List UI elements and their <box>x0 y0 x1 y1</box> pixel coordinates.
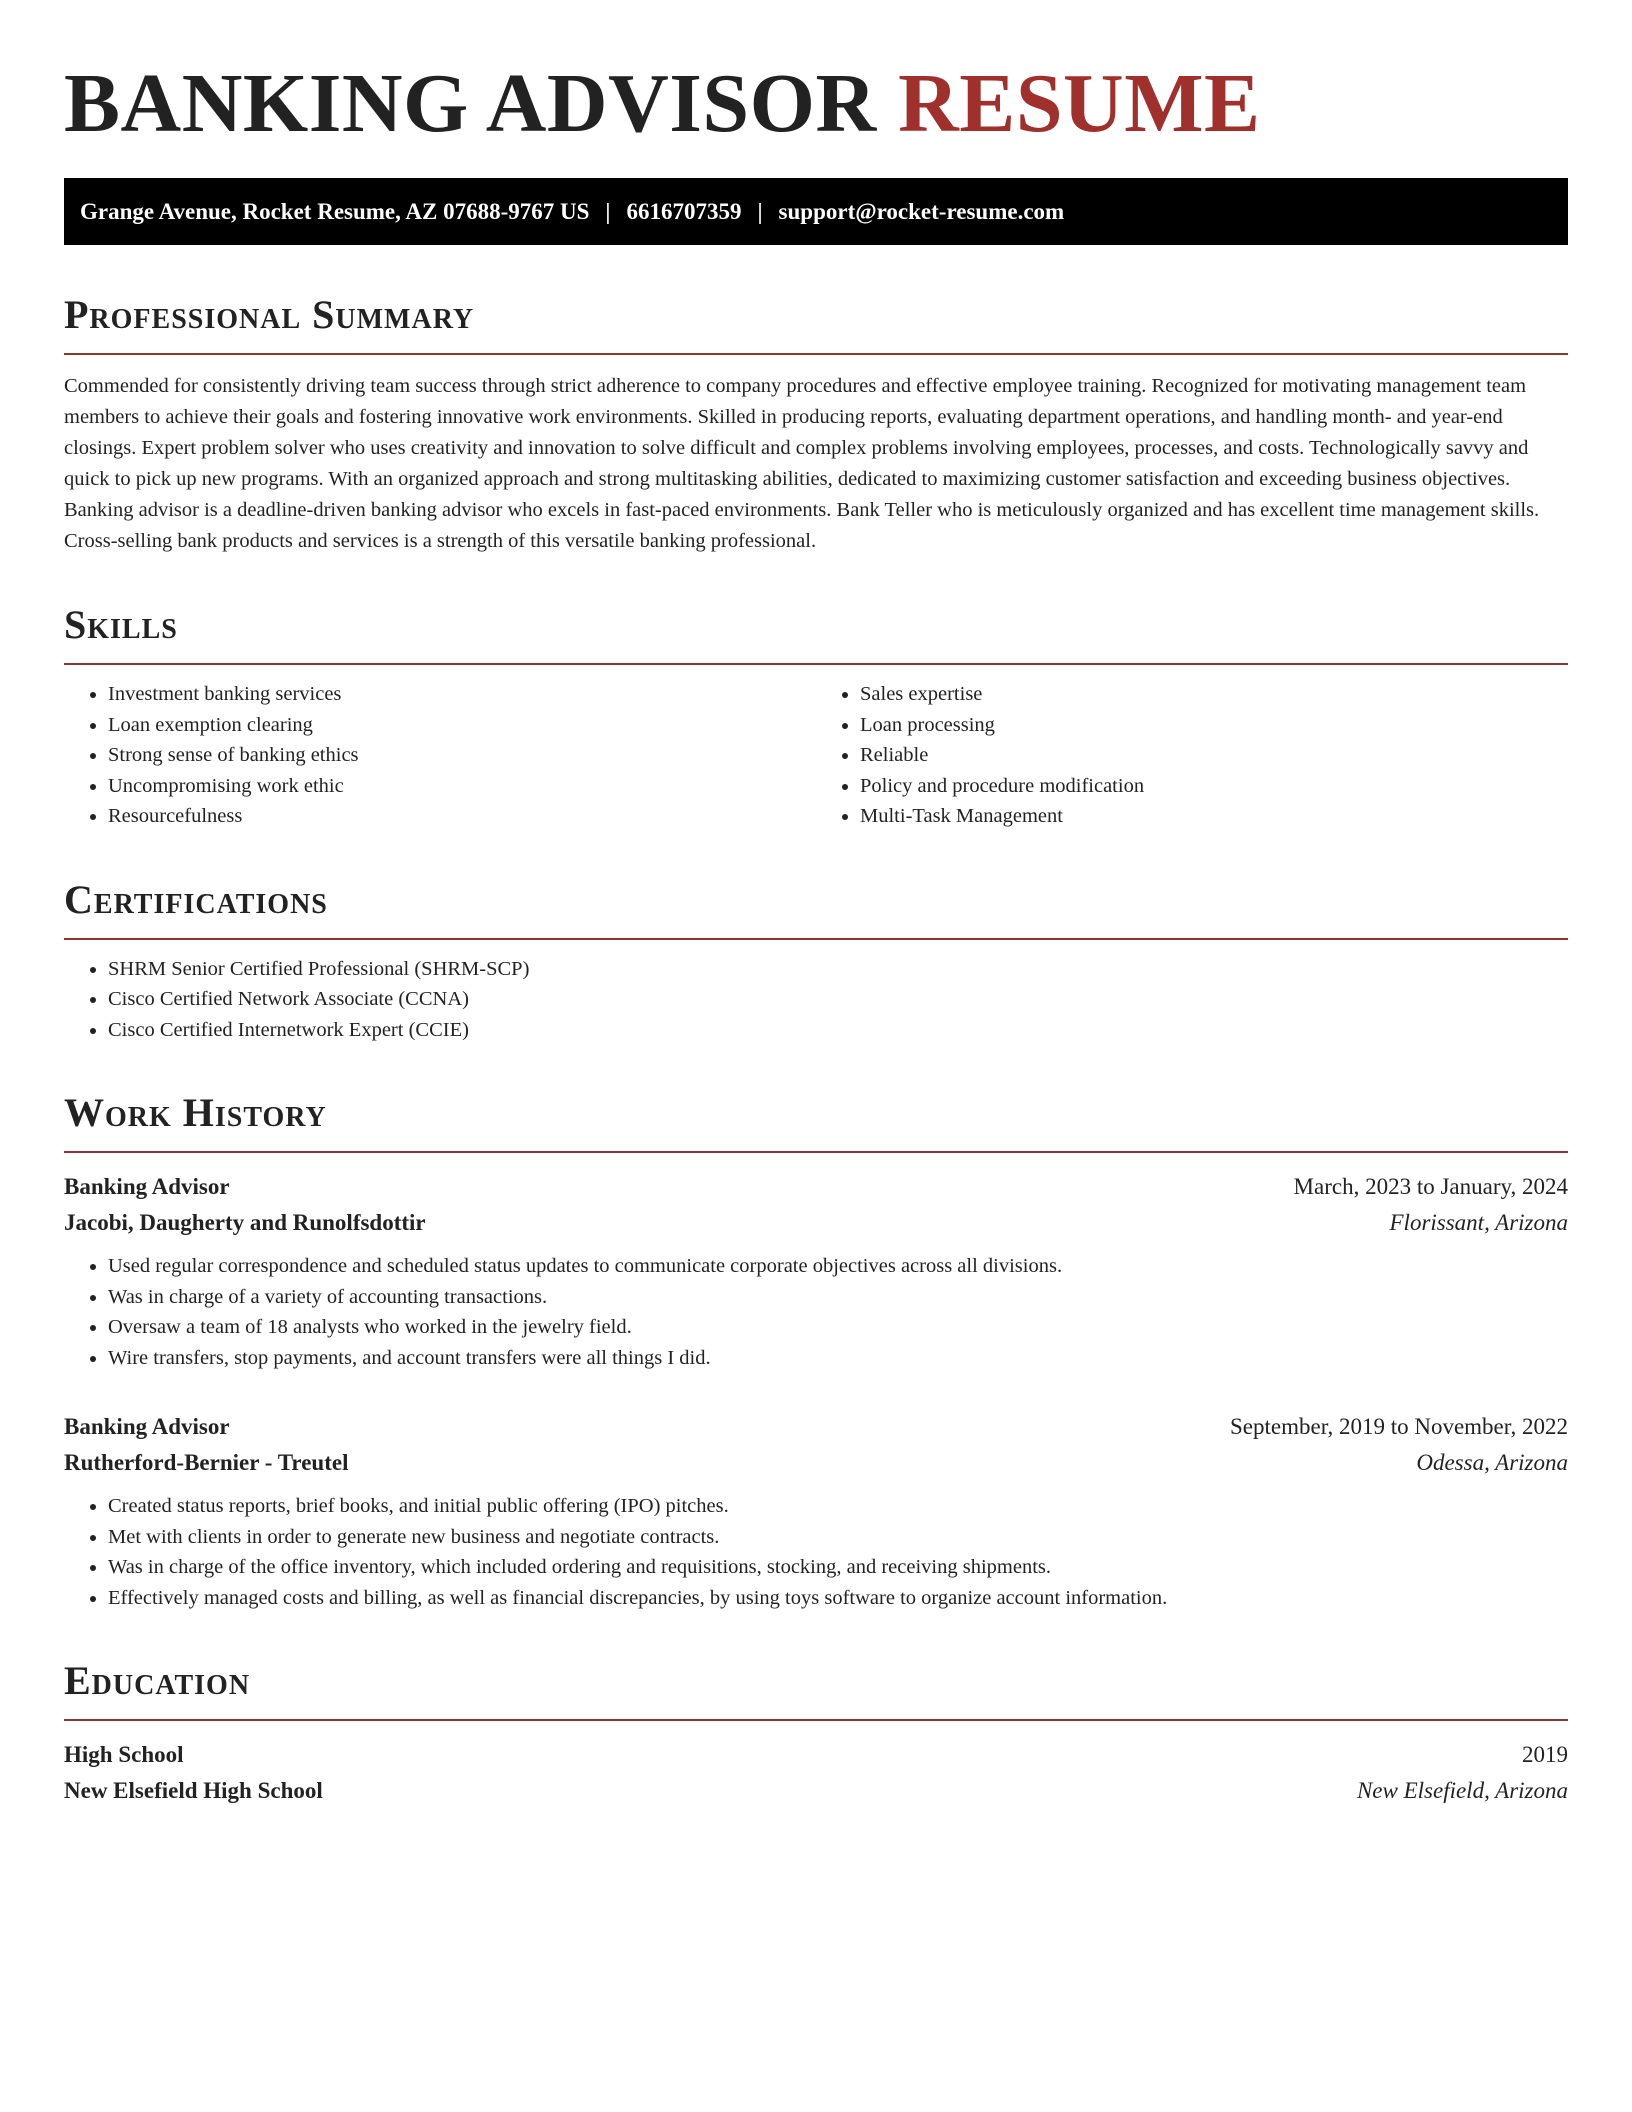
section-divider <box>64 1151 1568 1153</box>
section-divider <box>64 1719 1568 1721</box>
skill-item: • Resourcefulness <box>108 801 816 832</box>
contact-separator: | <box>605 198 611 224</box>
section-heading: Certifications <box>64 876 328 922</box>
skills-list-left <box>64 679 816 832</box>
education-school-row <box>64 1773 1568 1809</box>
work-history-section <box>64 1089 1568 1613</box>
job-company-row <box>64 1205 1568 1241</box>
section-heading: Education <box>64 1658 251 1703</box>
section-heading: Professional Summary <box>64 292 475 337</box>
summary-text: Commended for consistently driving team success through strict adherence to company procedures and effective employee training. Recognized for motivating management team members to achieve their goals and fostering innovative work environments. Skilled in producing reports, evaluating department operations, and handling month- and year-end closings. Expert problem solver who uses creativity and innovation to solve difficult and complex problems involving employees, processes, and costs. Technologically savvy and quick to pick up new programs. With an organized approach and strong multitasking abilities, dedicated to maximizing customer satisfaction and exceeding business objectives. Banking advisor is a deadline-driven banking advisor who excels in fast-paced environments. Bank Teller who is meticulously organized and has excellent time management skills. Cross-selling bank products and services is a strength of this versatile banking professional. <box>64 375 1540 552</box>
job-dates: March, 2023 to January, 2024 <box>1293 1174 1568 1199</box>
contact-email: support@rocket-resume.com <box>778 198 1065 224</box>
title-accent: RESUME <box>898 57 1261 150</box>
section-heading: Skills <box>64 602 178 647</box>
skill-item: • Investment banking services <box>108 679 816 710</box>
skill-item: • Multi-Task Management <box>860 801 1568 832</box>
job-duty: • Was in charge of the office inventory, which included ordering and requisitions, stocking, and receiving shipments. <box>108 1552 1568 1583</box>
job-title: Banking Advisor <box>64 1174 230 1199</box>
skills-section <box>64 601 1568 832</box>
education-year: 2019 <box>1522 1742 1568 1767</box>
job-title: Banking Advisor <box>64 1414 230 1439</box>
job-duty: • Created status reports, brief books, and initial public offering (IPO) pitches. <box>108 1491 1568 1522</box>
job-dates: September, 2019 to November, 2022 <box>1230 1414 1568 1439</box>
job-duty: • Was in charge of a variety of accounting transactions. <box>108 1282 1568 1313</box>
resume-title <box>64 54 1568 154</box>
contact-separator: | <box>757 198 763 224</box>
summary-section <box>64 291 1568 557</box>
job-duty: • Oversaw a team of 18 analysts who worked in the jewelry field. <box>108 1312 1568 1343</box>
job-entry <box>64 1169 1568 1373</box>
education-school: New Elsefield High School <box>64 1778 323 1803</box>
skill-item: • Sales expertise <box>860 679 1568 710</box>
skill-item: • Loan processing <box>860 710 1568 741</box>
education-header-row <box>64 1737 1568 1773</box>
job-duty: • Wire transfers, stop payments, and account transfers were all things I did. <box>108 1343 1568 1374</box>
job-duties-list <box>64 1251 1568 1373</box>
job-company-row <box>64 1445 1568 1481</box>
job-entry <box>64 1409 1568 1613</box>
section-divider <box>64 938 1568 940</box>
education-section <box>64 1657 1568 1809</box>
contact-bar <box>64 178 1568 245</box>
skill-item: • Loan exemption clearing <box>108 710 816 741</box>
section-heading: Work History <box>64 1090 327 1135</box>
job-company: Jacobi, Daugherty and Runolfsdottir <box>64 1210 426 1235</box>
certifications-section <box>64 876 1568 1046</box>
education-location: New Elsefield, Arizona <box>1356 1778 1568 1803</box>
skill-item: • Strong sense of banking ethics <box>108 740 816 771</box>
skills-grid <box>64 665 1568 832</box>
certification-item: • SHRM Senior Certified Professional (SHRM-SCP) <box>108 954 1568 985</box>
certification-item: • Cisco Certified Internetwork Expert (CCIE) <box>108 1015 1568 1046</box>
skill-item: • Uncompromising work ethic <box>108 771 816 802</box>
section-divider <box>64 353 1568 355</box>
skill-item: • Policy and procedure modification <box>860 771 1568 802</box>
job-header-row <box>64 1169 1568 1205</box>
job-company: Rutherford-Bernier - Treutel <box>64 1450 349 1475</box>
skill-item: • Reliable <box>860 740 1568 771</box>
job-location: Odessa, Arizona <box>1416 1450 1568 1475</box>
education-entry <box>64 1737 1568 1809</box>
job-duty: • Met with clients in order to generate new business and negotiate contracts. <box>108 1522 1568 1553</box>
job-duty: • Effectively managed costs and billing, as well as financial discrepancies, by using toys software to organize account information. <box>108 1583 1568 1614</box>
skills-list-right <box>816 679 1568 832</box>
education-degree: High School <box>64 1742 184 1767</box>
certifications-list <box>64 954 1568 1046</box>
certification-item: • Cisco Certified Network Associate (CCNA) <box>108 984 1568 1015</box>
contact-phone: 6616707359 <box>626 198 742 224</box>
job-duty: • Used regular correspondence and scheduled status updates to communicate corporate objectives across all divisions. <box>108 1251 1568 1282</box>
title-main: BANKING ADVISOR <box>64 57 877 150</box>
job-duties-list <box>64 1491 1568 1613</box>
job-header-row <box>64 1409 1568 1445</box>
job-location: Florissant, Arizona <box>1389 1210 1568 1235</box>
contact-address: Grange Avenue, Rocket Resume, AZ 07688-9767 US <box>80 198 590 224</box>
